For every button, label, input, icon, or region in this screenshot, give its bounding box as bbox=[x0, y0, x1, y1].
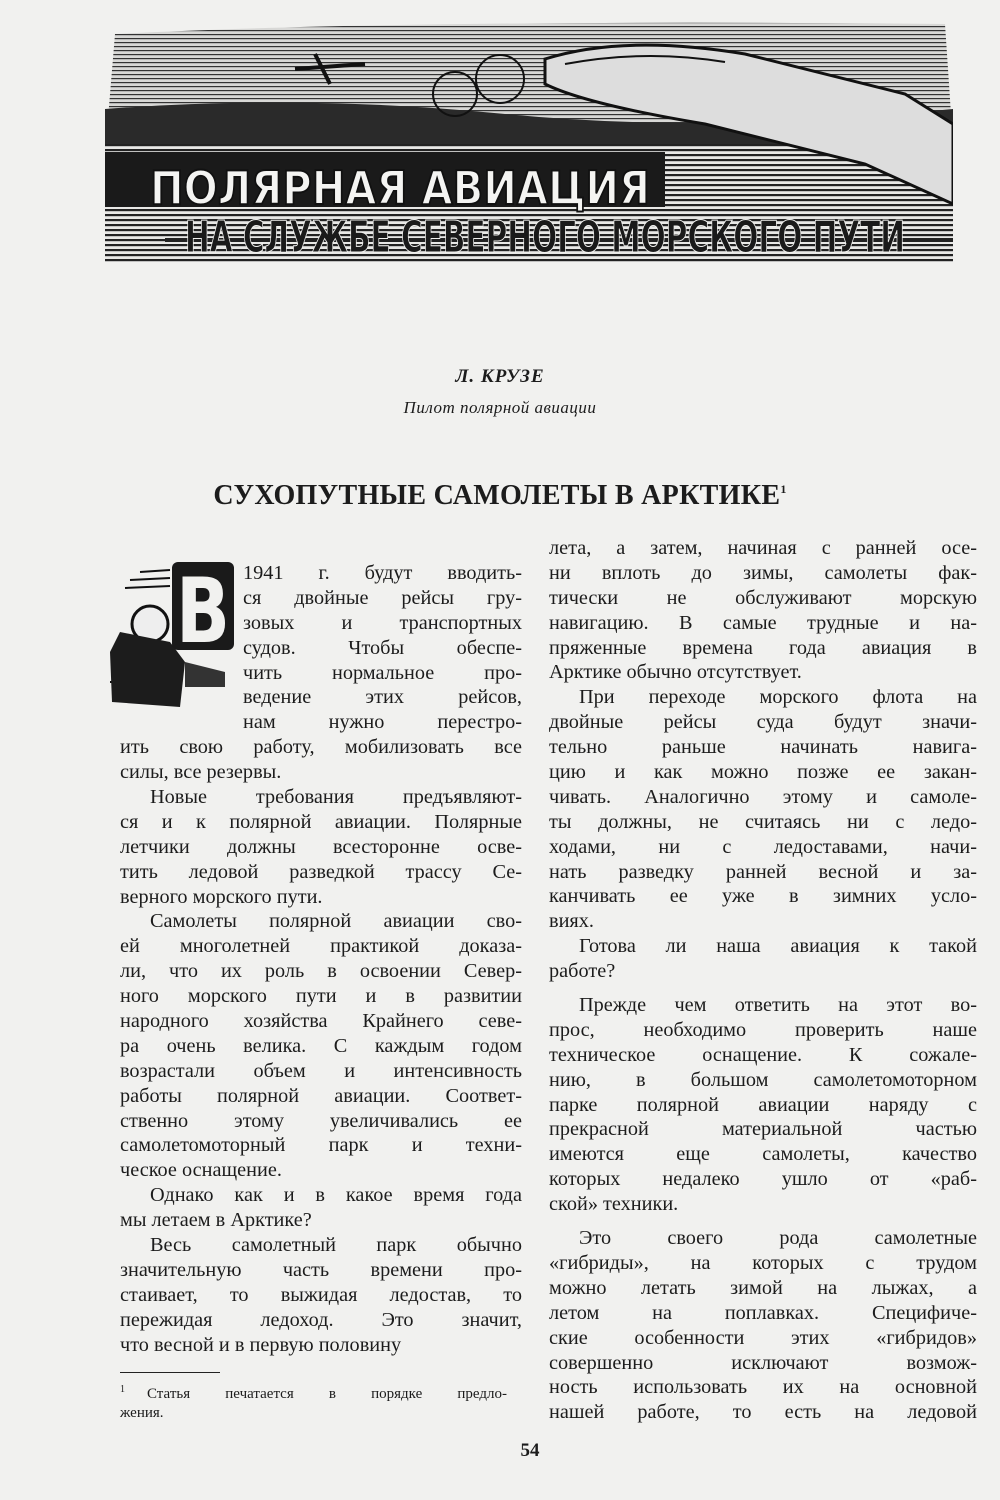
text-line: цию и как можно позже ее закан- bbox=[549, 761, 977, 784]
text-line: ты должны, не считаясь ни с ледо- bbox=[549, 810, 977, 833]
text-line: двойные рейсы суда будут значи- bbox=[549, 711, 977, 734]
text-line: работы полярной авиации. Соответ- bbox=[120, 1084, 522, 1107]
text-line: парке полярной авиации наряду с bbox=[549, 1093, 977, 1116]
banner-title-line2: НА СЛУЖБЕ СЕВЕРНОГО МОРСКОГО ПУТИ bbox=[185, 212, 905, 262]
text-line: ходами, ни с ледоставами, начи- bbox=[549, 835, 977, 858]
text-line: тить ледовой разведкой трассу Се- bbox=[120, 860, 522, 883]
dropcap-letter: В bbox=[176, 562, 230, 664]
banner-title-line1: ПОЛЯРНАЯ АВИАЦИЯ bbox=[150, 161, 650, 215]
text-line: ра очень велика. С каждым годом bbox=[120, 1034, 522, 1057]
text-line: Арктике обычно отсутствует. bbox=[549, 661, 802, 684]
text-line: ческое оснащение. bbox=[120, 1159, 282, 1182]
text-line: прекрасной материальной частью bbox=[549, 1118, 977, 1141]
text-line: ские особенности этих «гибридов» bbox=[549, 1326, 977, 1349]
paragraph bbox=[549, 934, 977, 984]
text-line: судов. Чтобы обеспе- bbox=[243, 636, 522, 659]
text-line: народного хозяйства Крайнего севе- bbox=[120, 1010, 522, 1033]
article-headline bbox=[0, 480, 1000, 512]
page-number: 54 bbox=[520, 1440, 540, 1461]
text-line: Готова ли наша авиация к такой bbox=[579, 935, 977, 958]
text-line: ственно этому увеличивались ее bbox=[120, 1109, 522, 1132]
text-line: лета, а затем, начиная с ранней осе- bbox=[549, 537, 977, 559]
footnote-line: жения. bbox=[120, 1405, 164, 1421]
text-line: тельно раньше начинать навига- bbox=[549, 736, 977, 759]
text-line: ить свою работу, мобилизовать все bbox=[120, 736, 522, 759]
text-line: Это своего рода самолетные bbox=[579, 1227, 977, 1250]
text-line: нам нужно перестро- bbox=[243, 711, 522, 734]
text-line: работе? bbox=[549, 960, 616, 983]
text-line: техническое оснащение. К сожале- bbox=[549, 1043, 977, 1066]
text-line: навигацию. В самые трудные и на- bbox=[549, 611, 977, 634]
text-line: что весной и в первую половину bbox=[120, 1333, 402, 1356]
text-line: виях. bbox=[549, 910, 594, 933]
text-line: ли, что их роль в освоении Север- bbox=[120, 960, 522, 983]
paragraph bbox=[120, 1183, 522, 1233]
left-column bbox=[120, 561, 522, 1358]
text-line: ской» техники. bbox=[549, 1193, 679, 1216]
footnote-rule bbox=[120, 1372, 220, 1373]
paragraph bbox=[120, 909, 522, 1183]
footnote-line: Статья печатается в порядке предло- bbox=[147, 1386, 507, 1402]
right-column bbox=[549, 536, 977, 1425]
text-line: летом на поплавках. Специфиче- bbox=[549, 1301, 977, 1324]
text-line: прос, необходимо проверить наше bbox=[549, 1018, 977, 1041]
text-line: чивать. Аналогично этому и самоле- bbox=[549, 785, 977, 808]
text-line: стаивает, то выжидая ледостав, то bbox=[120, 1283, 522, 1306]
text-line: ся и к полярной авиации. Полярные bbox=[120, 810, 522, 833]
text-line: Самолеты полярной авиации сво- bbox=[150, 910, 522, 933]
paragraph bbox=[549, 685, 977, 934]
footnote-number: 1 bbox=[120, 1384, 125, 1395]
text-line: ведение этих рейсов, bbox=[243, 686, 522, 709]
text-line: ни вплоть до зимы, самолеты фак- bbox=[549, 561, 977, 584]
text-line: имеются еще самолеты, качество bbox=[549, 1143, 977, 1166]
author-role: Пилот полярной авиации bbox=[403, 398, 597, 417]
text-line: При переходе морского флота на bbox=[579, 686, 977, 709]
footnote-mark: 1 bbox=[780, 482, 787, 496]
paragraph bbox=[549, 993, 977, 1217]
text-line: ного морского пути и в развитии bbox=[120, 985, 522, 1008]
text-line: возрастали объем и интенсивность bbox=[120, 1059, 522, 1082]
text-line: летчики должны всесторонне осве- bbox=[120, 835, 522, 858]
text-line: чить нормальное про- bbox=[243, 661, 522, 684]
text-line: пережидая ледоход. Это значит, bbox=[120, 1308, 522, 1331]
text-line: самолетомоторный парк и техни- bbox=[120, 1134, 522, 1157]
text-line: зовых и транспортных bbox=[243, 611, 522, 634]
text-line: 1941 г. будут вводить- bbox=[243, 562, 522, 584]
text-line: можно летать зимой на лыжах, а bbox=[549, 1276, 977, 1299]
text-line: силы, все резервы. bbox=[120, 761, 282, 784]
text-line: нашей работе, то есть на ледовой bbox=[549, 1401, 977, 1424]
text-line: тически не обслуживают морскую bbox=[549, 586, 977, 609]
text-line: Однако как и в какое время года bbox=[150, 1184, 522, 1207]
text-line: ность использовать их на основной bbox=[549, 1376, 977, 1399]
text-line: верного морского пути. bbox=[120, 885, 323, 908]
text-line: Прежде чем ответить на этот во- bbox=[579, 994, 977, 1017]
footnote bbox=[120, 1380, 522, 1423]
paragraph bbox=[120, 785, 522, 909]
text-line: «гибриды», на которых с трудом bbox=[549, 1251, 977, 1274]
paragraph bbox=[120, 1233, 522, 1357]
text-line: нию, в большом самолетомоторном bbox=[549, 1068, 977, 1091]
headline-text: СУХОПУТНЫЕ САМОЛЕТЫ В АРКТИКЕ bbox=[213, 480, 781, 511]
text-line: мы летаем в Арктике? bbox=[120, 1209, 312, 1232]
text-line: значительную часть времени про- bbox=[120, 1258, 522, 1281]
paragraph bbox=[549, 1226, 977, 1425]
author-name: Л. КРУЗЕ bbox=[455, 366, 545, 387]
paragraph bbox=[549, 536, 977, 685]
text-line: ся двойные рейсы гру- bbox=[243, 586, 522, 609]
text-line: совершенно исключают возмож- bbox=[549, 1351, 977, 1374]
text-line: нать разведку ранней весной и за- bbox=[549, 860, 977, 883]
text-line: пряженные времена года авиация в bbox=[549, 636, 977, 659]
text-line: Новые требования предъявляют- bbox=[150, 786, 522, 809]
text-line: Весь самолетный парк обычно bbox=[150, 1234, 522, 1257]
text-line: которых недалеко ушло от «раб- bbox=[549, 1168, 977, 1191]
text-line: канчивать ее уже в зимних усло- bbox=[549, 885, 977, 908]
paragraph bbox=[120, 561, 522, 785]
text-line: ей многолетней практикой доказа- bbox=[120, 935, 522, 958]
banner-illustration bbox=[105, 14, 953, 262]
